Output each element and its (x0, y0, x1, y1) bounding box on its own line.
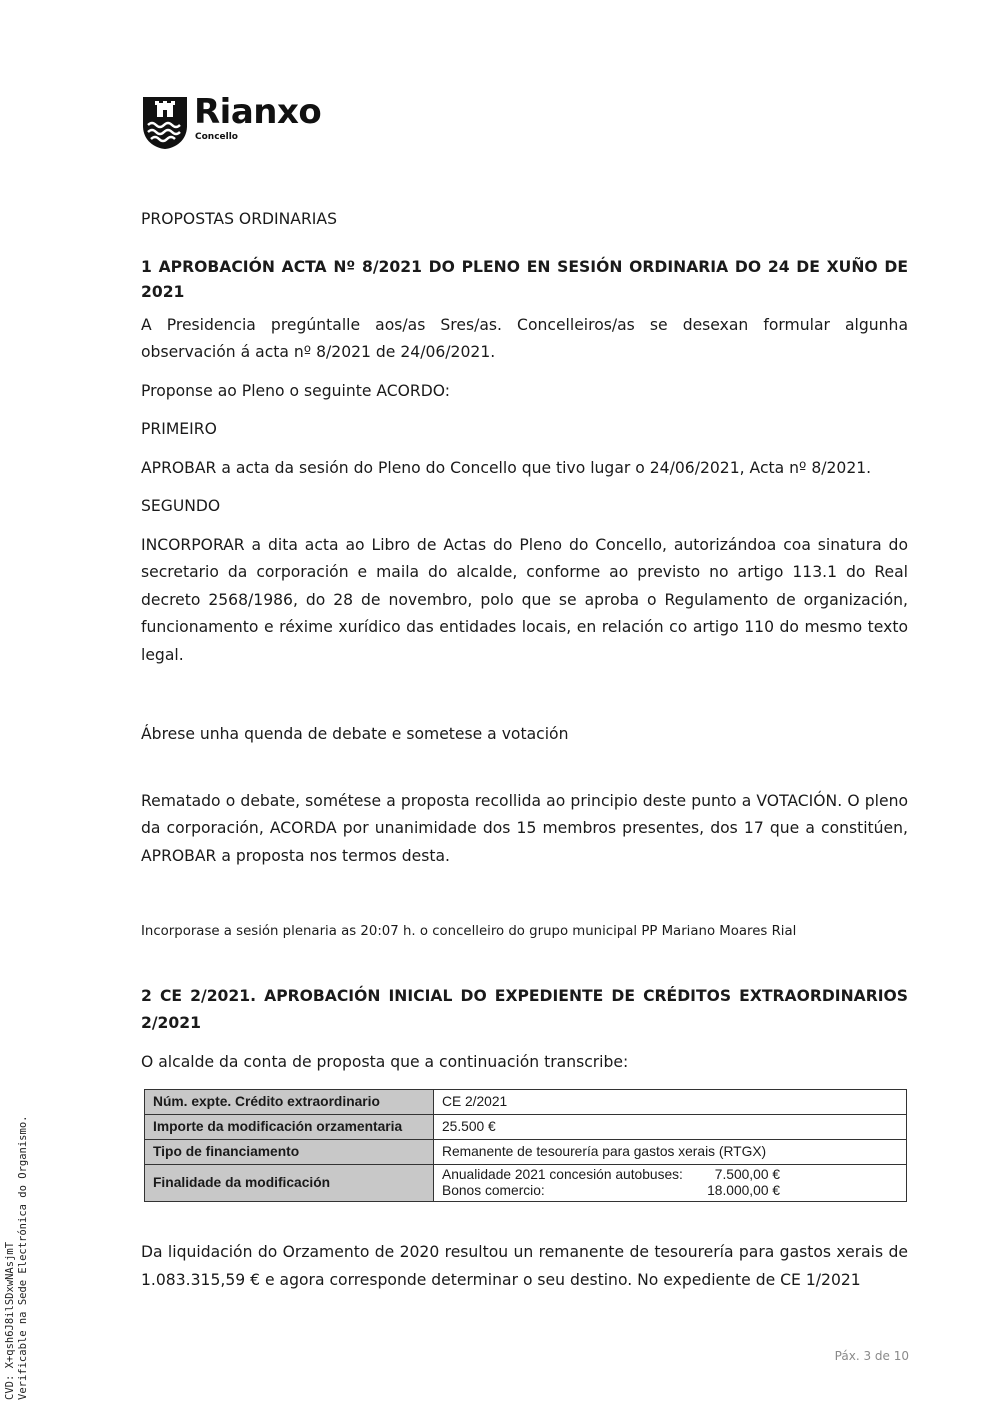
table-key: Importe da modificación orzamentaria (145, 1115, 434, 1140)
item1-paragraph: Proponse ao Pleno o seguinte ACORDO: (141, 381, 451, 400)
table-value: CE 2/2021 (434, 1090, 907, 1115)
table-value: 25.500 € (434, 1115, 907, 1140)
item1-paragraph: Rematado o debate, sométese a proposta recollida ao principio deste punto a VOTACIÓN. O pleno da corporación, ACORDA por unanimidade dos 15 membros presentes, dos 17 que a constitúen, APROBAR a proposta nos termos desta. (141, 791, 908, 865)
verification-code (4, 1020, 30, 1400)
item1-title: 1 APROBACIÓN ACTA Nº 8/2021 DO PLENO EN SESIÓN ORDINARIA DO 24 DE XUÑO DE 2021 (141, 257, 908, 301)
item1-paragraph: Ábrese unha quenda de debate e sometese a votación (141, 725, 569, 743)
amount-line (442, 1183, 780, 1199)
verification-note-line: Verificable na Sede Electrónica do Organismo. (17, 1115, 29, 1400)
table-row (145, 1090, 907, 1115)
amount-label: Anualidade 2021 concesión autobuses: (442, 1167, 683, 1182)
table-key: Núm. expte. Crédito extraordinario (145, 1090, 434, 1115)
table-value (434, 1165, 907, 1202)
table-row (145, 1140, 907, 1165)
logo-name: Rianxo (194, 92, 322, 132)
document-body (141, 206, 908, 1294)
item1-paragraph: PRIMEIRO (141, 420, 217, 438)
amount-value: 7.500,00 € (714, 1167, 780, 1182)
page-number: Páx. 3 de 10 (834, 1349, 909, 1363)
logo-subtitle: Concello (195, 132, 238, 142)
item2-paragraph: Da liquidación do Orzamento de 2020 resultou un remanente de tesourería para gastos xerais de 1.083.315,59 € e agora corresponde determinar o seu destino. No expediente de CE 1/2021 (141, 1243, 908, 1289)
item1-paragraph: A Presidencia pregúntalle aos/as Sres/as. Concelleiros/as se desexan formular algunha observación á acta nº 8/2021 de 24/06/2021. (141, 315, 908, 361)
item2-intro: O alcalde da conta de proposta que a continuación transcribe: (141, 1052, 629, 1071)
amount-line (442, 1167, 780, 1183)
table-key: Finalidade da modificación (145, 1165, 434, 1202)
item1-paragraph: SEGUNDO (141, 497, 221, 515)
amount-label: Bonos comercio: (442, 1183, 545, 1198)
credit-table (144, 1089, 907, 1202)
rianxo-shield-icon (142, 96, 188, 150)
item1-paragraph: INCORPORAR a dita acta ao Libro de Actas do Pleno do Concello, autorizándoa coa sinatura do secretario da corporación e maila do alcalde, conforme ao previsto no artigo 113.1 do Real decreto 2568/1986, do 28 de novembro, polo que se aproba o Regulamento de organización, funcionamento e réxime xurídico das entidades locais, en relación co artigo 110 do mesmo texto legal. (141, 535, 908, 664)
table-row (145, 1165, 907, 1202)
verification-code-line: CVD: X+qsh6J8ilSDxwNAsjmT (4, 1241, 16, 1400)
amount-value: 18.000,00 € (707, 1183, 780, 1198)
item1-note: Incorporase a sesión plenaria as 20:07 h. o concelleiro do grupo municipal PP Mariano Moares Rial (141, 924, 797, 939)
section-title: PROPOSTAS ORDINARIAS (141, 210, 337, 228)
table-value: Remanente de tesourería para gastos xerais (RTGX) (434, 1140, 907, 1165)
item2-title: 2 CE 2/2021. APROBACIÓN INICIAL DO EXPEDIENTE DE CRÉDITOS EXTRAORDINARIOS 2/2021 (141, 986, 908, 1032)
item1-paragraph: APROBAR a acta da sesión do Pleno do Concello que tivo lugar o 24/06/2021, Acta nº 8/2021. (141, 458, 872, 477)
table-row (145, 1115, 907, 1140)
table-key: Tipo de financiamento (145, 1140, 434, 1165)
